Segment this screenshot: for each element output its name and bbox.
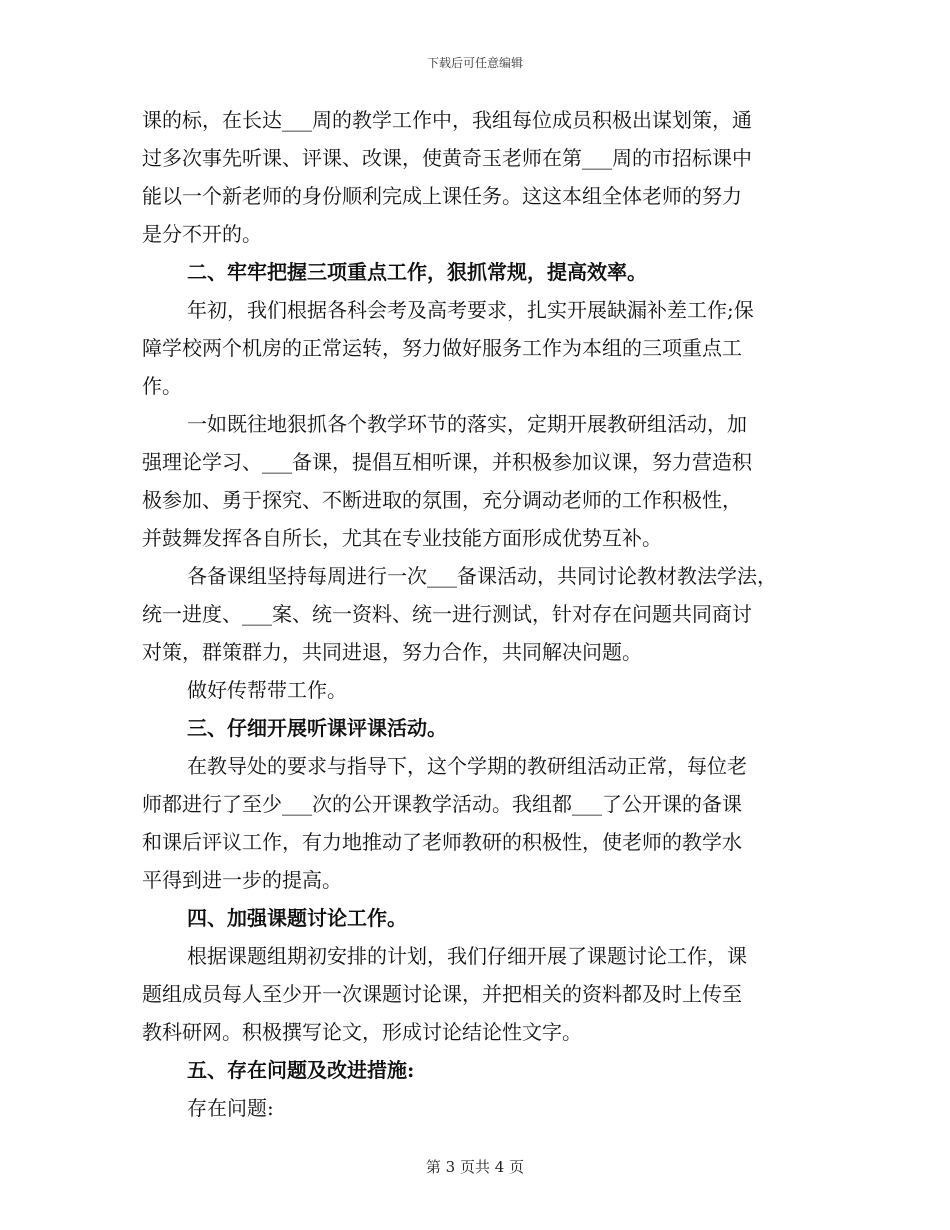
body-text-line: 统一进度、___案、统一资料、统一进行测试，针对存在问题共同商讨 bbox=[142, 602, 752, 626]
body-text-line: 障学校两个机房的正常运转，努力做好服务工作为本组的三项重点工 bbox=[142, 336, 742, 360]
body-text-line: 师都进行了至少___次的公开课教学活动。我组都___了公开课的备课 bbox=[142, 792, 742, 816]
body-text-line: 各备课组坚持每周进行一次___备课活动，共同讨论教材教法学法， bbox=[187, 564, 777, 588]
body-text-line: 做好传帮带工作。 bbox=[187, 678, 347, 702]
section-heading: 五、存在问题及改进措施: bbox=[187, 1058, 415, 1082]
document-body bbox=[142, 108, 822, 1134]
body-text-line: 教科研网。积极撰写论文，形成讨论结论性文字。 bbox=[142, 1020, 582, 1044]
body-text-line: 过多次事先听课、评课、改课，使黄奇玉老师在第___周的市招标课中 bbox=[142, 146, 752, 170]
body-text-line: 是分不开的。 bbox=[142, 222, 262, 246]
section-heading: 四、加强课题讨论工作。 bbox=[187, 906, 407, 930]
page-footer: 第 3 页共 4 页 bbox=[425, 1158, 525, 1176]
body-text-line: 极参加、勇于探究、不断进取的氛围，充分调动老师的工作积极性， bbox=[142, 488, 742, 512]
body-text-line: 对策，群策群力，共同进退，努力合作，共同解决问题。 bbox=[142, 640, 642, 664]
body-text-line: 作。 bbox=[142, 374, 182, 398]
body-text-line: 平得到进一步的提高。 bbox=[142, 868, 342, 892]
body-text-line: 存在问题: bbox=[187, 1096, 274, 1120]
body-text-line: 一如既往地狠抓各个教学环节的落实，定期开展教研组活动，加 bbox=[187, 412, 747, 436]
page-header: 下载后可任意编辑 bbox=[426, 56, 523, 70]
body-text-line: 课的标，在长达___周的教学工作中，我组每位成员积极出谋划策，通 bbox=[142, 108, 752, 132]
body-text-line: 根据课题组期初安排的计划，我们仔细开展了课题讨论工作，课 bbox=[187, 944, 747, 968]
section-heading: 三、仔细开展听课评课活动。 bbox=[187, 716, 447, 740]
body-text-line: 强理论学习、___备课，提倡互相听课，并积极参加议课，努力营造积 bbox=[142, 450, 752, 474]
body-text-line: 在教导处的要求与指导下，这个学期的教研组活动正常，每位老 bbox=[187, 754, 747, 778]
body-text-line: 能以一个新老师的身份顺利完成上课任务。这这本组全体老师的努力 bbox=[142, 184, 742, 208]
section-heading: 二、牢牢把握三项重点工作，狠抓常规，提高效率。 bbox=[187, 260, 647, 284]
body-text-line: 年初，我们根据各科会考及高考要求，扎实开展缺漏补差工作;保 bbox=[187, 298, 754, 322]
body-text-line: 并鼓舞发挥各自所长，尤其在专业技能方面形成优势互补。 bbox=[142, 526, 662, 550]
body-text-line: 和课后评议工作，有力地推动了老师教研的积极性，使老师的教学水 bbox=[142, 830, 742, 854]
body-text-line: 题组成员每人至少开一次课题讨论课，并把相关的资料都及时上传至 bbox=[142, 982, 742, 1006]
